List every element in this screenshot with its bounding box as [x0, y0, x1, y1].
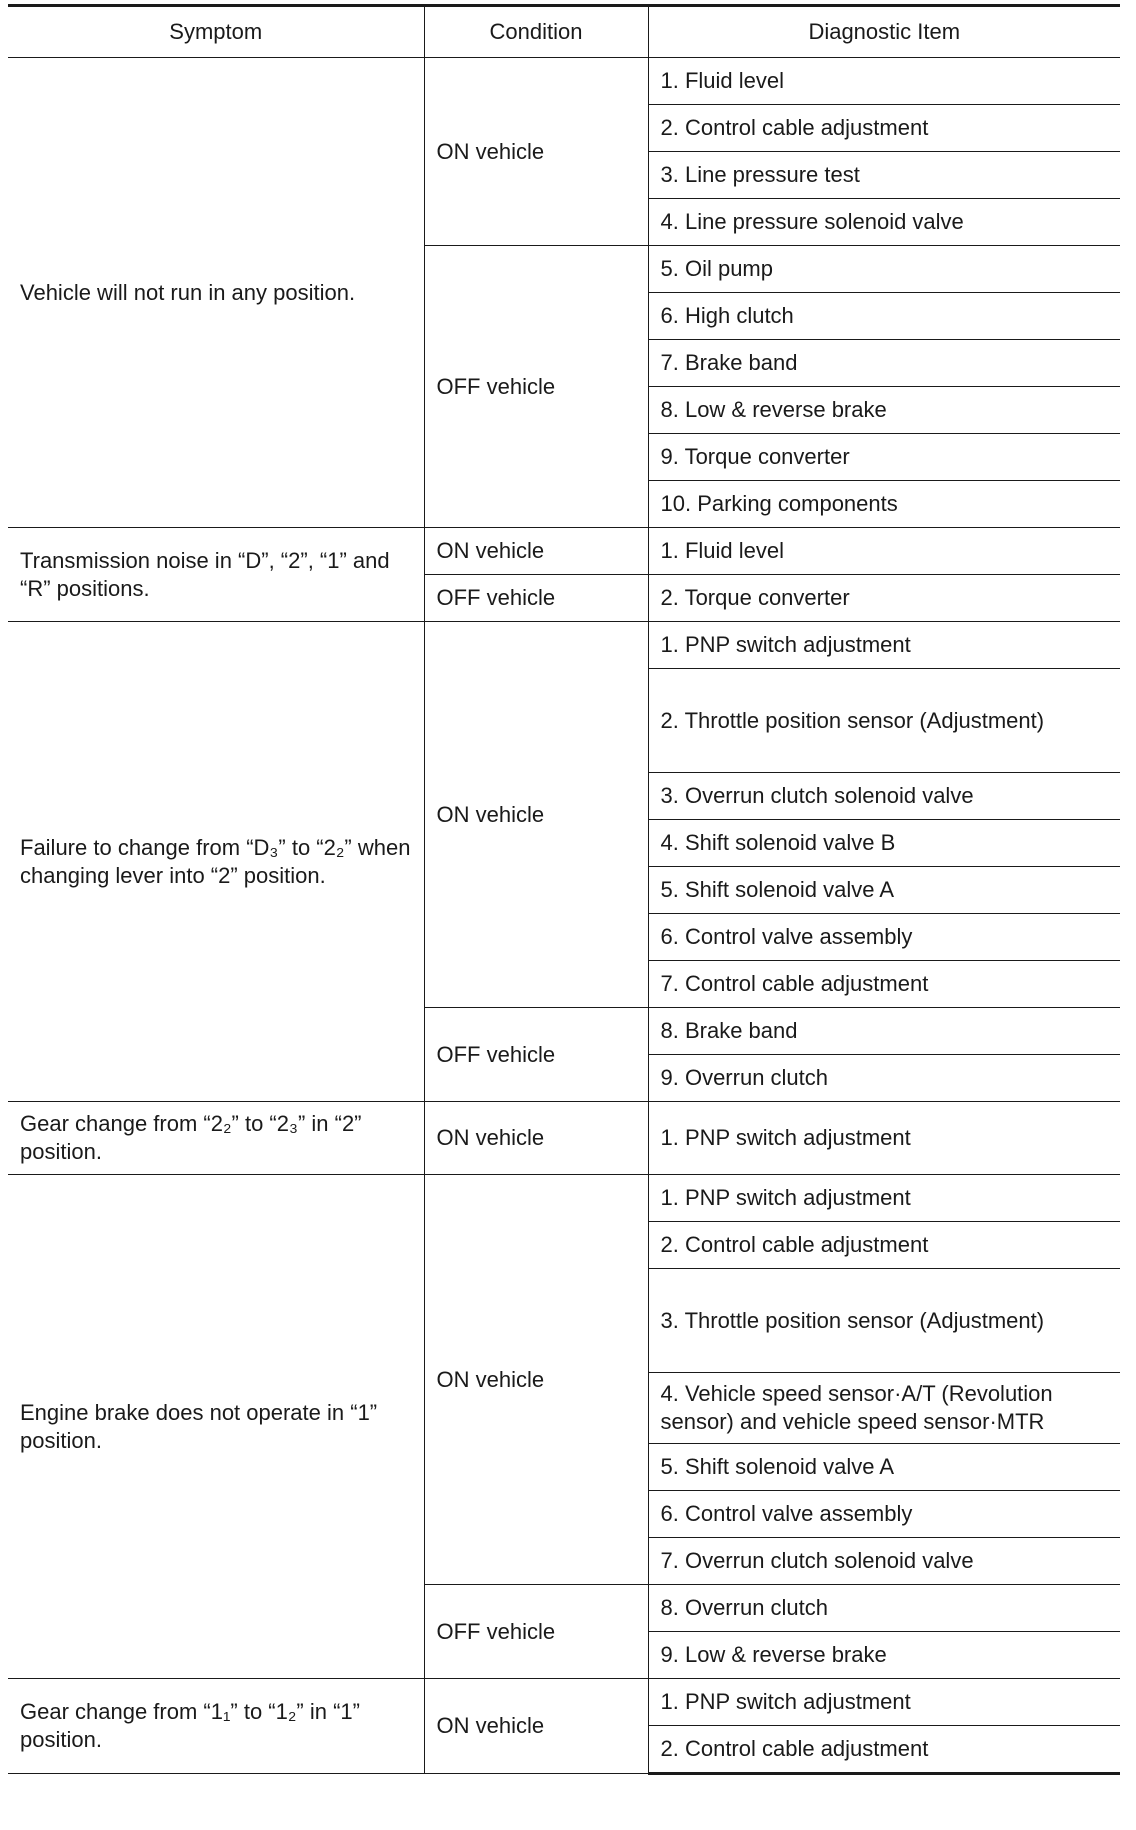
- table-row: [8, 58, 1120, 105]
- header-diagnostic-item: Diagnostic Item: [648, 6, 1120, 58]
- diagnostic-item: 7. Control cable adjustment: [648, 961, 1120, 1008]
- symptom-cell: Failure to change from “D₃” to “2₂” when changing lever into “2” position.: [8, 622, 424, 1102]
- diagnostic-item: 1. Fluid level: [648, 58, 1120, 105]
- diagnostic-item: 8. Overrun clutch: [648, 1585, 1120, 1632]
- diagnostic-item: 4. Vehicle speed sensor·A/T (Revolution sensor) and vehicle speed sensor·MTR: [648, 1373, 1120, 1444]
- diagnostic-item: 1. Fluid level: [648, 528, 1120, 575]
- diagnostic-item: 5. Oil pump: [648, 246, 1120, 293]
- diagnostic-item: 4. Shift solenoid valve B: [648, 820, 1120, 867]
- diagnostic-item: 9. Torque converter: [648, 434, 1120, 481]
- diagnostic-table: [8, 4, 1120, 1775]
- symptom-cell: Gear change from “2₂” to “2₃” in “2” position.: [8, 1102, 424, 1175]
- symptom-cell: Transmission noise in “D”, “2”, “1” and “R” positions.: [8, 528, 424, 622]
- diagnostic-table-page: [8, 4, 1120, 1775]
- diagnostic-item: 8. Brake band: [648, 1008, 1120, 1055]
- symptom-cell: Engine brake does not operate in “1” position.: [8, 1175, 424, 1679]
- table-row: [8, 622, 1120, 669]
- diagnostic-item: 2. Control cable adjustment: [648, 1222, 1120, 1269]
- diagnostic-item: 3. Line pressure test: [648, 152, 1120, 199]
- header-condition: Condition: [424, 6, 648, 58]
- diagnostic-item: 1. PNP switch adjustment: [648, 1679, 1120, 1726]
- diagnostic-item: 5. Shift solenoid valve A: [648, 1444, 1120, 1491]
- diagnostic-item: 6. High clutch: [648, 293, 1120, 340]
- condition-cell: OFF vehicle: [424, 246, 648, 528]
- table-header-row: [8, 6, 1120, 58]
- condition-cell: ON vehicle: [424, 58, 648, 246]
- diagnostic-item: 1. PNP switch adjustment: [648, 1175, 1120, 1222]
- diagnostic-item: 2. Control cable adjustment: [648, 1726, 1120, 1774]
- diagnostic-item: 2. Torque converter: [648, 575, 1120, 622]
- condition-cell: OFF vehicle: [424, 1585, 648, 1679]
- diagnostic-item: 2. Throttle position sensor (Adjustment): [648, 669, 1120, 773]
- diagnostic-item: 8. Low & reverse brake: [648, 387, 1120, 434]
- diagnostic-item: 4. Line pressure solenoid valve: [648, 199, 1120, 246]
- diagnostic-item: 3. Overrun clutch solenoid valve: [648, 773, 1120, 820]
- table-row: [8, 1679, 1120, 1726]
- diagnostic-item: 5. Shift solenoid valve A: [648, 867, 1120, 914]
- condition-cell: ON vehicle: [424, 622, 648, 1008]
- table-row: [8, 1102, 1120, 1175]
- diagnostic-item: 9. Low & reverse brake: [648, 1632, 1120, 1679]
- header-symptom: Symptom: [8, 6, 424, 58]
- diagnostic-item: 1. PNP switch adjustment: [648, 622, 1120, 669]
- diagnostic-item: 1. PNP switch adjustment: [648, 1102, 1120, 1175]
- diagnostic-item: 7. Brake band: [648, 340, 1120, 387]
- symptom-cell: Vehicle will not run in any position.: [8, 58, 424, 528]
- condition-cell: ON vehicle: [424, 1679, 648, 1774]
- diagnostic-item: 10. Parking components: [648, 481, 1120, 528]
- condition-cell: ON vehicle: [424, 1102, 648, 1175]
- diagnostic-item: 7. Overrun clutch solenoid valve: [648, 1538, 1120, 1585]
- diagnostic-item: 9. Overrun clutch: [648, 1055, 1120, 1102]
- diagnostic-item: 6. Control valve assembly: [648, 914, 1120, 961]
- diagnostic-item: 2. Control cable adjustment: [648, 105, 1120, 152]
- condition-cell: ON vehicle: [424, 528, 648, 575]
- table-row: [8, 528, 1120, 575]
- diagnostic-item: 6. Control valve assembly: [648, 1491, 1120, 1538]
- diagnostic-item: 3. Throttle position sensor (Adjustment): [648, 1269, 1120, 1373]
- condition-cell: ON vehicle: [424, 1175, 648, 1585]
- table-row: [8, 1175, 1120, 1222]
- condition-cell: OFF vehicle: [424, 1008, 648, 1102]
- condition-cell: OFF vehicle: [424, 575, 648, 622]
- symptom-cell: Gear change from “1₁” to “1₂” in “1” position.: [8, 1679, 424, 1774]
